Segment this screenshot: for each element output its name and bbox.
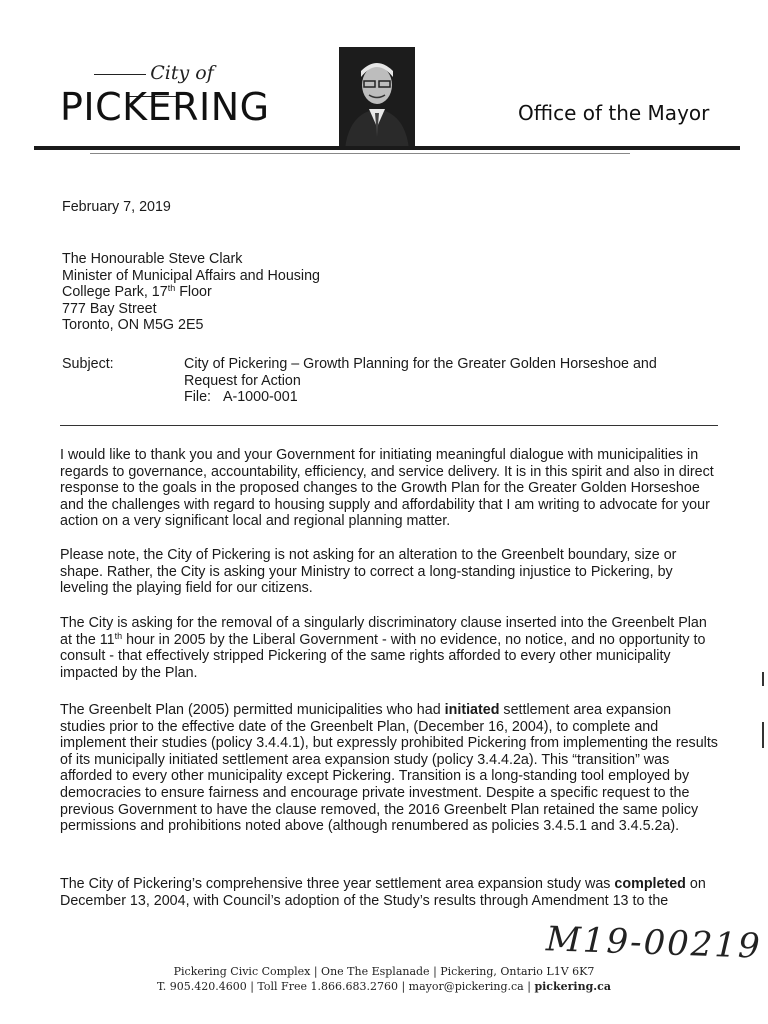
recipient-address	[62, 251, 320, 334]
office-of-the-mayor: Office of the Mayor	[518, 101, 710, 125]
letterhead-rule	[34, 146, 740, 150]
recipient-title: Minister of Municipal Affairs and Housing	[62, 267, 320, 284]
subject-label: Subject:	[62, 356, 114, 372]
paragraph-3-superscript: th	[114, 630, 123, 641]
file-number: A-1000-001	[222, 389, 298, 406]
building-superscript: th	[167, 283, 176, 294]
paragraph-4-part-a: The Greenbelt Plan (2005) permitted municipalities who had	[60, 702, 445, 718]
portrait-image	[339, 47, 415, 149]
decorative-rule-left	[94, 74, 146, 75]
building-suffix: Floor	[175, 284, 212, 301]
scan-margin-mark	[762, 722, 764, 748]
city-logo: PICKERING	[60, 85, 270, 129]
mayor-portrait	[339, 47, 415, 149]
paragraph-5	[60, 876, 720, 909]
recipient-name: The Honourable Steve Clark	[62, 251, 243, 267]
recipient-street: 777 Bay Street	[62, 300, 157, 317]
paragraph-4	[60, 702, 720, 835]
subject-block	[184, 356, 657, 406]
file-reference	[184, 389, 657, 406]
scan-margin-mark	[762, 672, 764, 686]
paragraph-4-part-b: settlement area expansion studies prior to the effective date of the Greenbelt Plan, (December 16, 2004), to complete and implement their studies (policy 3.4.4.1), but expressly prohibited Pickering from implementing the results of its municipally initiated settlement area expansion study (policy 3.4.4.2a). This “transition” was afforded to every other municipality except Pickering. Transition is a long-standing tool employed by democracies to ensure fairness and encourage private investment. Despite a specific request to the previous Government to have the clause removed, the 2016 Greenbelt Plan retained the same policy permissions and prohibitions noted above (although renumbered as policies 3.4.5.1 and 3.4.5.2a).	[60, 702, 718, 835]
file-label: File:	[184, 389, 212, 406]
paragraph-3	[60, 615, 720, 681]
footer-contact-details: T. 905.420.4600 | Toll Free 1.866.683.2760 | mayor@pickering.ca |	[157, 980, 535, 993]
subject-line-1: City of Pickering – Growth Planning for the Greater Golden Horseshoe and	[184, 356, 657, 372]
paragraph-3-part-b: hour in 2005 by the Liberal Government - with no evidence, no notice, and no opportunity to consult - that effectively stripped Pickering of the same rights afforded to every other municipality impacted by the Plan.	[60, 631, 706, 681]
paragraph-1: I would like to thank you and your Government for initiating meaningful dialogue with municipalities in regards to governance, accountability, efficiency, and service delivery. It is in this spirit and also in direct response to the goals in the proposed changes to the Growth Plan for the Greater Golden Horseshoe and the challenges with regard to housing supply and affordability that I am writing to advocate for your action on a very significant local and regional planning matter.	[60, 447, 714, 530]
paragraph-5-emphasis: completed	[614, 876, 686, 892]
city-of-text: City of	[150, 62, 214, 84]
footer-contact	[0, 980, 768, 993]
recipient-building	[62, 284, 320, 301]
letter-date: February 7, 2019	[62, 199, 171, 215]
subject-separator	[60, 425, 718, 426]
paragraph-5-part-b: on December 13, 2004, with Council’s adoption of the Study’s results through Amendment 13 to the	[60, 876, 706, 909]
paragraph-5-part-a: The City of Pickering’s comprehensive three year settlement area expansion study was	[60, 876, 615, 892]
letterhead-rule-shadow	[90, 153, 630, 154]
recipient-city: Toronto, ON M5G 2E5	[62, 317, 204, 334]
footer-website: pickering.ca	[534, 980, 611, 993]
footer-address: Pickering Civic Complex | One The Esplanade | Pickering, Ontario L1V 6K7	[173, 965, 595, 978]
subject-line-2: Request for Action	[184, 372, 301, 389]
paragraph-2: Please note, the City of Pickering is not asking for an alteration to the Greenbelt boundary, size or shape. Rather, the City is asking your Ministry to correct a long-standing injustice to Pickering, by leveling the playing field for our citizens.	[60, 547, 677, 597]
paragraph-3-part-a: The City is asking for the removal of a singularly discriminatory clause inserted into the Greenbelt Plan at the 11	[60, 615, 707, 648]
building-prefix: College Park, 17	[62, 284, 168, 301]
handwritten-reference-number: M19-00219	[545, 919, 763, 967]
paragraph-4-emphasis: initiated	[444, 702, 500, 718]
